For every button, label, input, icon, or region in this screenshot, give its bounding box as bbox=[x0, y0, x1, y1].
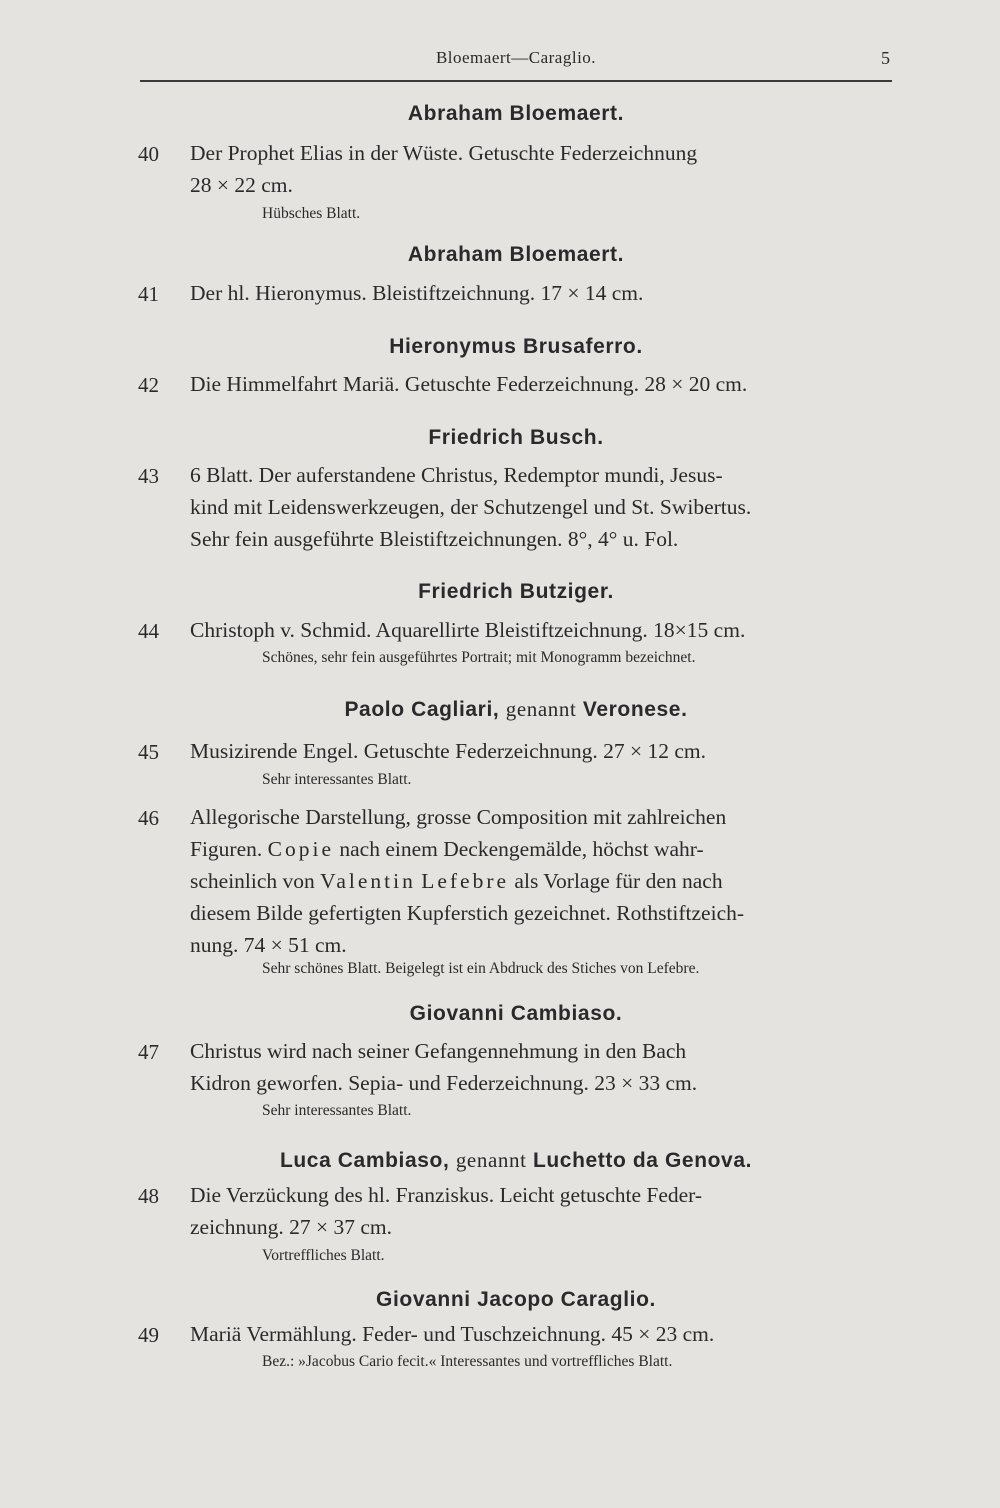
entry-line: Die Verzückung des hl. Franziskus. Leicht getuschte Feder- bbox=[190, 1183, 703, 1207]
entry-line: Figuren. Copie nach einem Deckengemälde, höchst wahr- bbox=[190, 837, 704, 861]
entry-line: zeichnung. 27 × 37 cm. bbox=[190, 1215, 392, 1239]
artist-heading: Giovanni Cambiaso. bbox=[409, 1002, 623, 1025]
entry-line: kind mit Leidenswerkzeugen, der Schutzengel und St. Swibertus. bbox=[190, 495, 752, 519]
artist-heading: Abraham Bloemaert. bbox=[407, 102, 625, 125]
entry-line: Die Himmelfahrt Mariä. Getuschte Federzeichnung. 28 × 20 cm. bbox=[190, 372, 748, 396]
entry-line: 6 Blatt. Der auferstandene Christus, Redemptor mundi, Jesus- bbox=[190, 463, 723, 487]
entry-line: Mariä Vermählung. Feder- und Tuschzeichnung. 45 × 23 cm. bbox=[190, 1322, 715, 1346]
artist-heading: Friedrich Butziger. bbox=[418, 580, 614, 603]
header-rule bbox=[140, 80, 892, 82]
entry-note: Vortreffliches Blatt. bbox=[262, 1247, 385, 1264]
entry-note: Sehr interessantes Blatt. bbox=[262, 1102, 412, 1119]
entry-line: nung. 74 × 51 cm. bbox=[190, 933, 347, 957]
entry-line: 28 × 22 cm. bbox=[190, 173, 293, 197]
entry-line: Der hl. Hieronymus. Bleistiftzeichnung. 17 × 14 cm. bbox=[190, 281, 644, 305]
entry-line: Sehr fein ausgeführte Bleistiftzeichnungen. 8°, 4° u. Fol. bbox=[190, 527, 679, 551]
entry-number: 44 bbox=[138, 619, 159, 643]
entry-note: Bez.: »Jacobus Cario fecit.« Interessantes und vortreffliches Blatt. bbox=[262, 1353, 673, 1370]
entry-number: 49 bbox=[138, 1323, 159, 1347]
artist-name: Luca Cambiaso, bbox=[279, 1149, 450, 1172]
entry-note: Hübsches Blatt. bbox=[262, 205, 361, 222]
running-title: Bloemaert—Caraglio. bbox=[435, 48, 597, 67]
entry-line: Kidron geworfen. Sepia- und Federzeichnung. 23 × 33 cm. bbox=[190, 1071, 698, 1095]
artist-heading: Abraham Bloemaert. bbox=[407, 243, 625, 266]
entry-number: 48 bbox=[138, 1184, 159, 1208]
entry-number: 47 bbox=[138, 1040, 159, 1064]
entry-number: 42 bbox=[138, 373, 159, 397]
entry-number: 46 bbox=[138, 806, 159, 830]
entry-number: 41 bbox=[138, 282, 159, 306]
artist-heading bbox=[140, 1148, 892, 1173]
entry-note: Schönes, sehr fein ausgeführtes Portrait; mit Monogramm bezeichnet. bbox=[262, 649, 696, 666]
entry-line: Der Prophet Elias in der Wüste. Getuschte Federzeichnung bbox=[190, 141, 698, 165]
entry-number: 45 bbox=[138, 740, 159, 764]
running-header bbox=[140, 48, 892, 74]
artist-heading: Friedrich Busch. bbox=[428, 426, 604, 449]
entry-line: Christus wird nach seiner Gefangennehmung in den Bach bbox=[190, 1039, 687, 1063]
entry-line: Christoph v. Schmid. Aquarellirte Bleistiftzeichnung. 18×15 cm. bbox=[190, 618, 746, 642]
artist-heading: Giovanni Jacopo Caraglio. bbox=[376, 1288, 656, 1311]
artist-connector: genannt bbox=[455, 1148, 527, 1172]
entry-number: 43 bbox=[138, 464, 159, 488]
artist-heading: Hieronymus Brusaferro. bbox=[389, 335, 643, 358]
artist-alias: Luchetto da Genova. bbox=[532, 1149, 753, 1172]
artist-connector: genannt bbox=[505, 697, 577, 721]
page-number: 5 bbox=[881, 48, 890, 68]
artist-alias: Veronese. bbox=[582, 698, 688, 721]
entry-line: diesem Bilde gefertigten Kupferstich gezeichnet. Rothstiftzeich- bbox=[190, 901, 745, 925]
artist-heading bbox=[140, 697, 892, 722]
artist-name: Paolo Cagliari, bbox=[344, 698, 500, 721]
entry-line: Allegorische Darstellung, grosse Composition mit zahlreichen bbox=[190, 805, 727, 829]
entry-line: Musizirende Engel. Getuschte Federzeichnung. 27 × 12 cm. bbox=[190, 739, 707, 763]
entry-line: scheinlich von Valentin Lefebre als Vorlage für den nach bbox=[190, 869, 723, 893]
entry-note: Sehr interessantes Blatt. bbox=[262, 771, 412, 788]
entry-number: 40 bbox=[138, 142, 159, 166]
entry-note: Sehr schönes Blatt. Beigelegt ist ein Abdruck des Stiches von Lefebre. bbox=[262, 960, 700, 977]
